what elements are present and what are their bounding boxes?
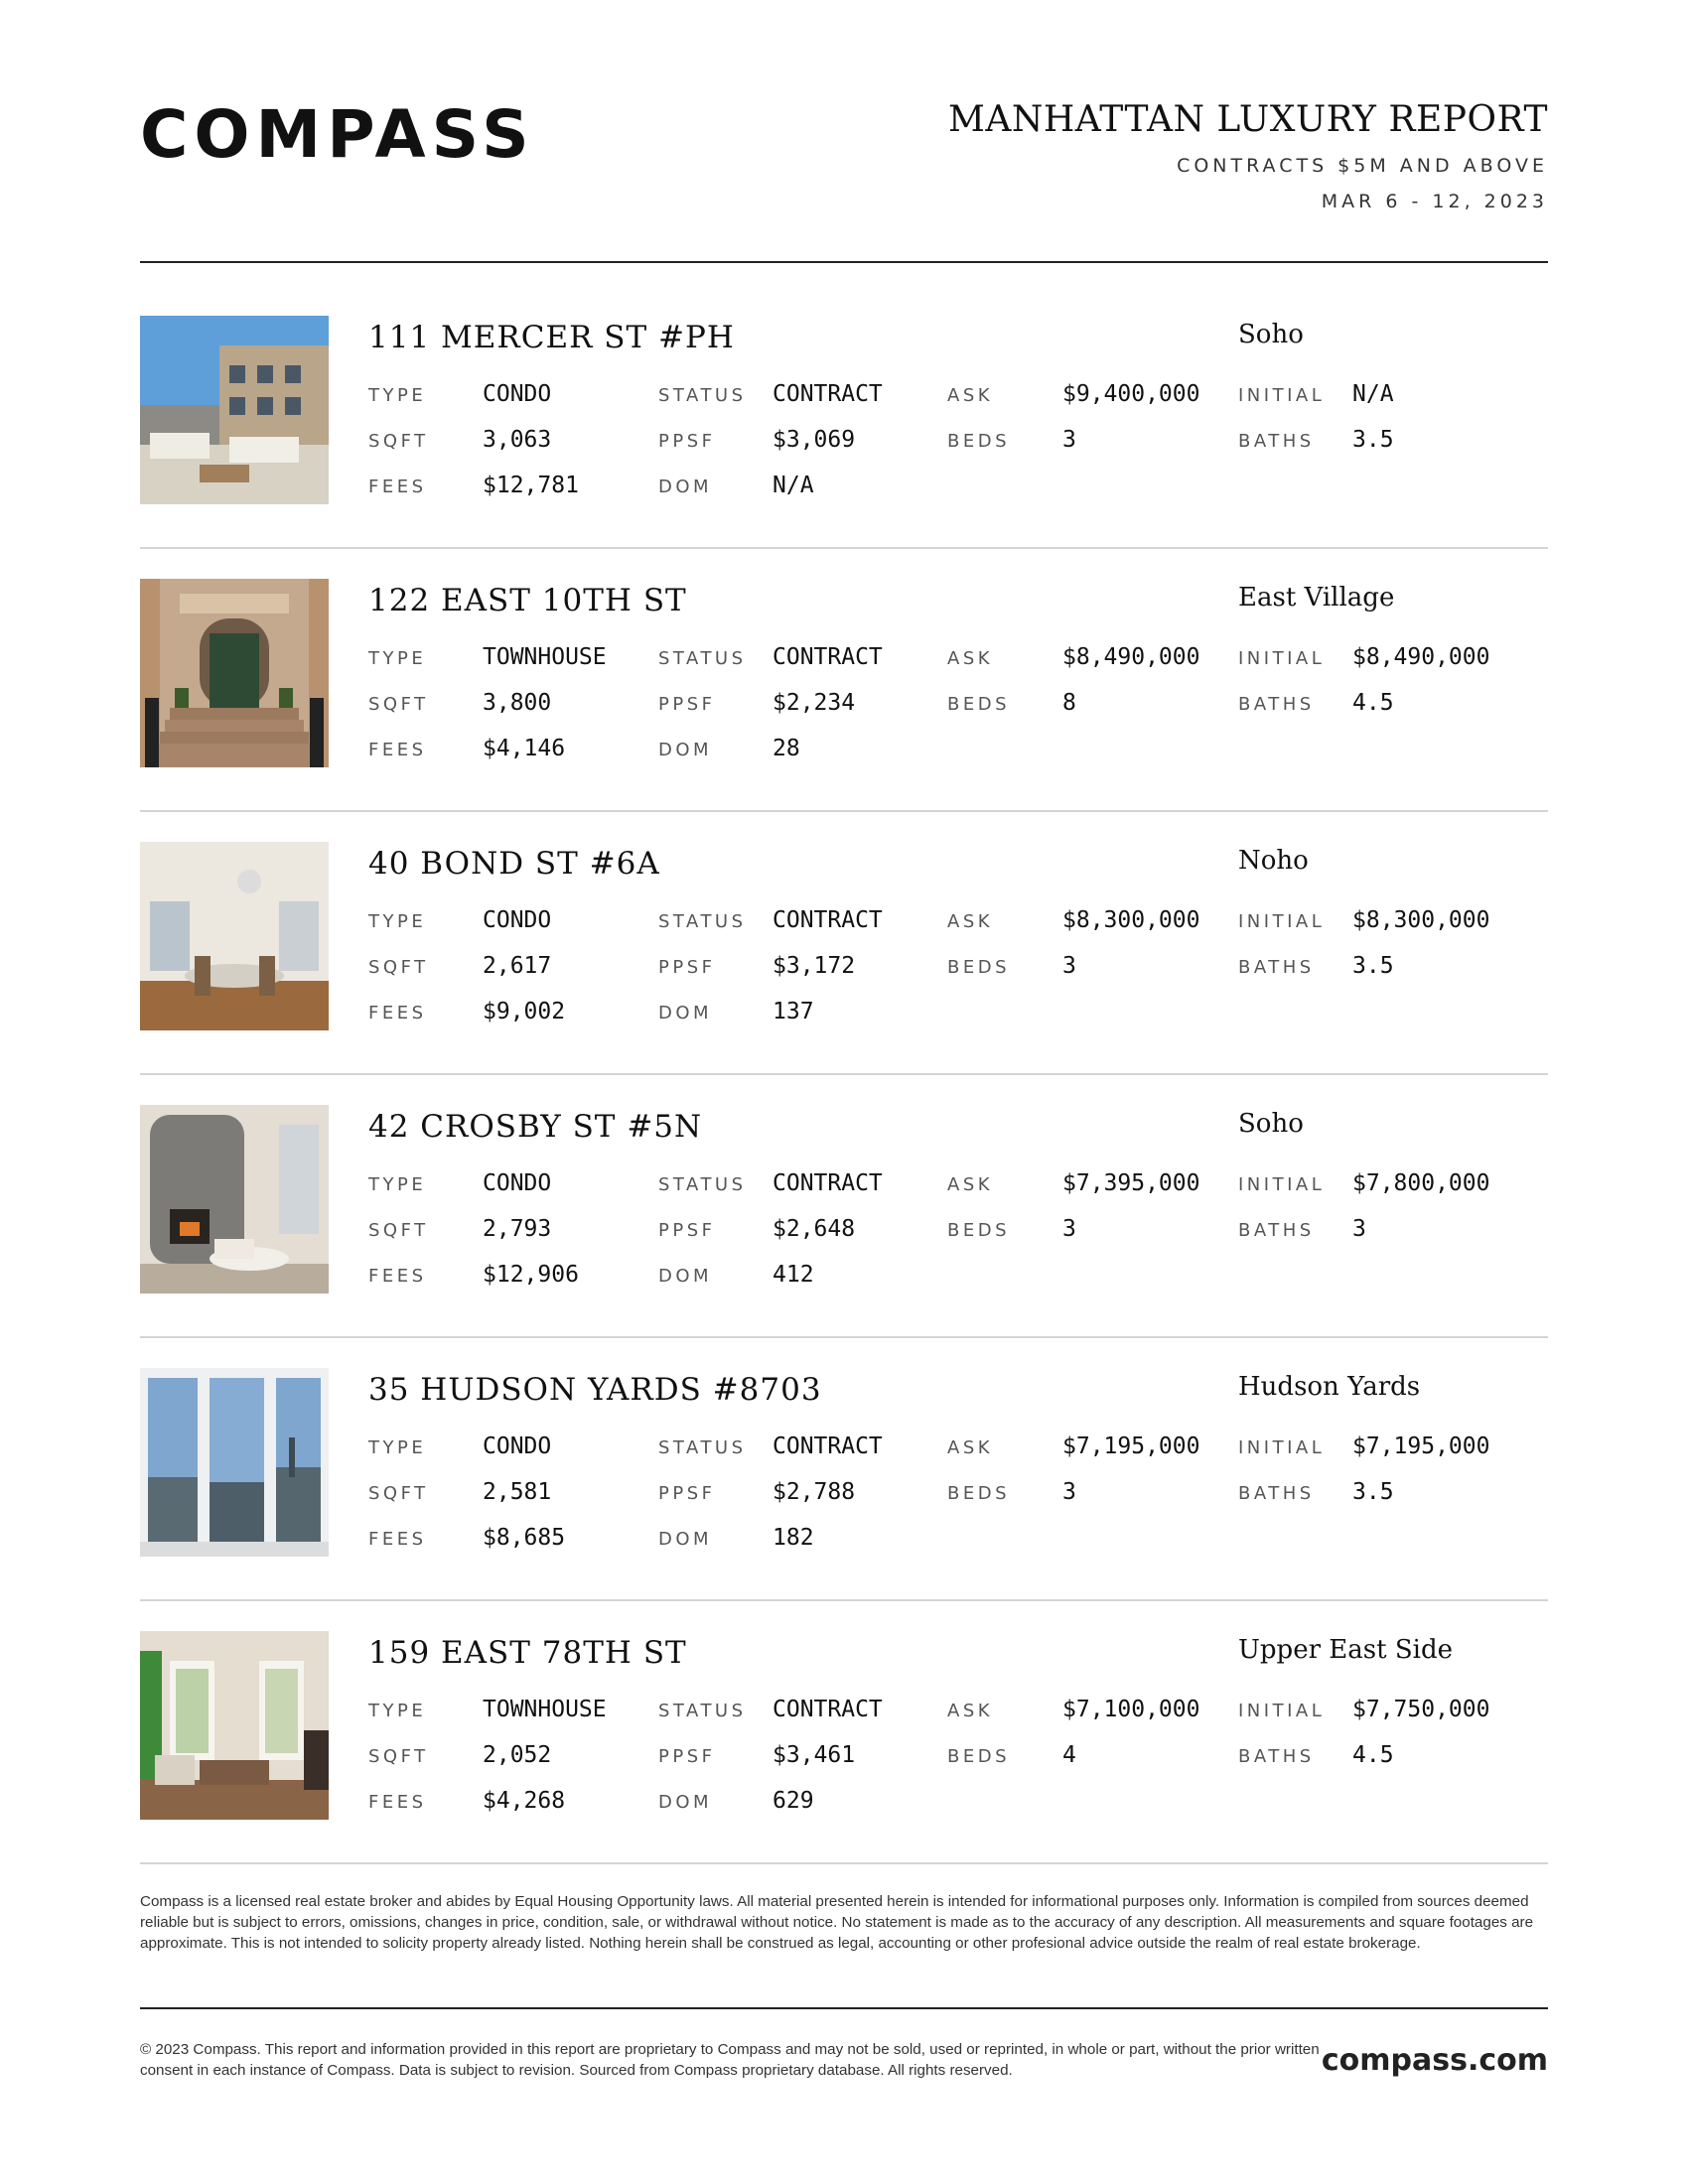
fees-value: $4,268 <box>483 1788 566 1814</box>
baths-label: BATHS <box>1238 1220 1315 1241</box>
townhouse-facade-photo <box>140 579 329 767</box>
beds-label: BEDS <box>947 1483 1011 1504</box>
beds-label: BEDS <box>947 1746 1011 1767</box>
initial-value: $7,800,000 <box>1352 1170 1490 1196</box>
dom-label: DOM <box>658 740 713 760</box>
status-label: STATUS <box>658 911 747 932</box>
listing-address: 111 MERCER ST #PH <box>368 320 735 355</box>
baths-value: 4.5 <box>1352 690 1394 716</box>
status-value: CONTRACT <box>773 1170 883 1196</box>
type-label: TYPE <box>368 648 427 669</box>
dom-value: 182 <box>773 1525 814 1551</box>
ask-value: $8,300,000 <box>1062 907 1200 933</box>
dining-room-photo <box>140 842 329 1030</box>
status-value: CONTRACT <box>773 644 883 670</box>
initial-label: INITIAL <box>1238 1437 1326 1458</box>
ppsf-label: PPSF <box>658 431 716 452</box>
beds-label: BEDS <box>947 694 1011 715</box>
beds-label: BEDS <box>947 1220 1011 1241</box>
sqft-value: 2,617 <box>483 953 552 979</box>
baths-value: 3.5 <box>1352 1479 1394 1505</box>
type-value: CONDO <box>483 1170 552 1196</box>
listing-address: 35 HUDSON YARDS #8703 <box>368 1372 822 1408</box>
dom-label: DOM <box>658 1266 713 1287</box>
header-divider <box>140 261 1548 263</box>
initial-label: INITIAL <box>1238 1174 1326 1195</box>
fees-label: FEES <box>368 1792 427 1813</box>
footer-divider <box>140 2007 1548 2009</box>
type-value: CONDO <box>483 381 552 407</box>
sqft-label: SQFT <box>368 431 429 452</box>
report-date-range: MAR 6 - 12, 2023 <box>1321 191 1548 212</box>
initial-value: $7,750,000 <box>1352 1697 1490 1722</box>
beds-label: BEDS <box>947 957 1011 978</box>
type-label: TYPE <box>368 1701 427 1721</box>
fees-value: $12,781 <box>483 473 579 498</box>
type-label: TYPE <box>368 385 427 406</box>
status-label: STATUS <box>658 385 747 406</box>
ppsf-value: $2,648 <box>773 1216 856 1242</box>
listing-divider <box>140 1862 1548 1864</box>
initial-label: INITIAL <box>1238 911 1326 932</box>
listing-row <box>140 579 1548 767</box>
beds-value: 3 <box>1062 427 1076 453</box>
listing-divider <box>140 810 1548 812</box>
initial-label: INITIAL <box>1238 1701 1326 1721</box>
sqft-label: SQFT <box>368 1220 429 1241</box>
parlor-room-photo <box>140 1631 329 1820</box>
listing-neighborhood: East Village <box>1238 583 1395 613</box>
report-subtitle: CONTRACTS $5M AND ABOVE <box>1177 155 1548 177</box>
listing-divider <box>140 547 1548 549</box>
ppsf-value: $3,172 <box>773 953 856 979</box>
living-room-fireplace-photo <box>140 1105 329 1294</box>
sqft-label: SQFT <box>368 957 429 978</box>
ask-label: ASK <box>947 911 994 932</box>
beds-value: 4 <box>1062 1742 1076 1768</box>
report-page <box>140 0 1548 2184</box>
ask-value: $9,400,000 <box>1062 381 1200 407</box>
sqft-value: 3,063 <box>483 427 552 453</box>
beds-value: 3 <box>1062 1479 1076 1505</box>
dom-label: DOM <box>658 1529 713 1550</box>
dom-value: 629 <box>773 1788 814 1814</box>
sqft-label: SQFT <box>368 1746 429 1767</box>
sqft-label: SQFT <box>368 694 429 715</box>
fees-label: FEES <box>368 1266 427 1287</box>
status-label: STATUS <box>658 1437 747 1458</box>
type-value: TOWNHOUSE <box>483 644 607 670</box>
listing-neighborhood: Upper East Side <box>1238 1635 1453 1665</box>
type-label: TYPE <box>368 911 427 932</box>
beds-label: BEDS <box>947 431 1011 452</box>
dom-value: 412 <box>773 1262 814 1288</box>
baths-label: BATHS <box>1238 1746 1315 1767</box>
ask-value: $7,195,000 <box>1062 1433 1200 1459</box>
type-value: TOWNHOUSE <box>483 1697 607 1722</box>
website-link[interactable]: compass.com <box>1321 2043 1548 2078</box>
ask-label: ASK <box>947 648 994 669</box>
ppsf-label: PPSF <box>658 694 716 715</box>
compass-logo <box>140 99 567 169</box>
dom-value: 28 <box>773 736 800 761</box>
listing-address: 159 EAST 78TH ST <box>368 1635 687 1671</box>
dom-label: DOM <box>658 1792 713 1813</box>
status-value: CONTRACT <box>773 381 883 407</box>
sqft-value: 3,800 <box>483 690 552 716</box>
initial-label: INITIAL <box>1238 385 1326 406</box>
listing-row <box>140 1368 1548 1557</box>
fees-value: $12,906 <box>483 1262 579 1288</box>
baths-label: BATHS <box>1238 957 1315 978</box>
listing-divider <box>140 1336 1548 1338</box>
ppsf-value: $3,461 <box>773 1742 856 1768</box>
ppsf-value: $2,234 <box>773 690 856 716</box>
fees-label: FEES <box>368 1003 427 1024</box>
listing-row <box>140 316 1548 504</box>
initial-label: INITIAL <box>1238 648 1326 669</box>
copyright-text: © 2023 Compass. This report and information provided in this report are proprietary to Compass and may not be sold, used or reprinted, in whole or part, without the prior written consent in each instance of Compass. Data is subject to revision. Sourced from Compass proprietary database. All rights reserved. <box>140 2041 1320 2079</box>
listing-row <box>140 842 1548 1030</box>
baths-label: BATHS <box>1238 1483 1315 1504</box>
skyline-window-photo <box>140 1368 329 1557</box>
listing-address: 40 BOND ST #6A <box>368 846 660 882</box>
listing-row <box>140 1105 1548 1294</box>
ppsf-label: PPSF <box>658 1746 716 1767</box>
listing-row <box>140 1631 1548 1820</box>
listing-neighborhood: Noho <box>1238 846 1309 876</box>
sqft-value: 2,052 <box>483 1742 552 1768</box>
beds-value: 3 <box>1062 1216 1076 1242</box>
ask-label: ASK <box>947 1701 994 1721</box>
status-label: STATUS <box>658 1701 747 1721</box>
ask-label: ASK <box>947 1437 994 1458</box>
type-value: CONDO <box>483 1433 552 1459</box>
fees-value: $8,685 <box>483 1525 566 1551</box>
rooftop-terrace-photo <box>140 316 329 504</box>
initial-value: $8,490,000 <box>1352 644 1490 670</box>
beds-value: 8 <box>1062 690 1076 716</box>
status-value: CONTRACT <box>773 907 883 933</box>
dom-label: DOM <box>658 477 713 497</box>
status-value: CONTRACT <box>773 1697 883 1722</box>
ask-value: $8,490,000 <box>1062 644 1200 670</box>
ask-value: $7,395,000 <box>1062 1170 1200 1196</box>
baths-value: 3.5 <box>1352 427 1394 453</box>
status-label: STATUS <box>658 1174 747 1195</box>
fees-value: $9,002 <box>483 999 566 1024</box>
listing-address: 122 EAST 10TH ST <box>368 583 687 618</box>
dom-value: 137 <box>773 999 814 1024</box>
sqft-label: SQFT <box>368 1483 429 1504</box>
fees-label: FEES <box>368 740 427 760</box>
beds-value: 3 <box>1062 953 1076 979</box>
baths-value: 3 <box>1352 1216 1366 1242</box>
baths-value: 4.5 <box>1352 1742 1394 1768</box>
dom-label: DOM <box>658 1003 713 1024</box>
baths-value: 3.5 <box>1352 953 1394 979</box>
type-label: TYPE <box>368 1174 427 1195</box>
ppsf-label: PPSF <box>658 1220 716 1241</box>
initial-value: $7,195,000 <box>1352 1433 1490 1459</box>
ppsf-label: PPSF <box>658 957 716 978</box>
disclaimer-text: Compass is a licensed real estate broker and abides by Equal Housing Opportunity laws. All material presented herein is intended for informational purposes only. Information is compiled from sources deemed reliable but is subject to errors, omissions, changes in price, condition, sale, or withdrawal without notice. No statement is made as to the accuracy of any description. All measurements and square footages are approximate. This is not intended to solicity property already listed. Nothing herein shall be construed as legal, accounting or other profesional advice outside the realm of real estate brokerage. <box>140 1893 1534 1952</box>
initial-value: $8,300,000 <box>1352 907 1490 933</box>
fees-label: FEES <box>368 477 427 497</box>
ppsf-label: PPSF <box>658 1483 716 1504</box>
status-label: STATUS <box>658 648 747 669</box>
listing-neighborhood: Hudson Yards <box>1238 1372 1421 1402</box>
listing-divider <box>140 1599 1548 1601</box>
ask-label: ASK <box>947 1174 994 1195</box>
compass-logo-text: COMPASS <box>140 99 535 169</box>
listing-divider <box>140 1073 1548 1075</box>
report-title: MANHATTAN LUXURY REPORT <box>947 99 1548 140</box>
listing-neighborhood: Soho <box>1238 320 1304 349</box>
dom-value: N/A <box>773 473 814 498</box>
type-label: TYPE <box>368 1437 427 1458</box>
type-value: CONDO <box>483 907 552 933</box>
ppsf-value: $3,069 <box>773 427 856 453</box>
listing-address: 42 CROSBY ST #5N <box>368 1109 703 1145</box>
ppsf-value: $2,788 <box>773 1479 856 1505</box>
fees-value: $4,146 <box>483 736 566 761</box>
listing-neighborhood: Soho <box>1238 1109 1304 1139</box>
ask-value: $7,100,000 <box>1062 1697 1200 1722</box>
status-value: CONTRACT <box>773 1433 883 1459</box>
baths-label: BATHS <box>1238 694 1315 715</box>
sqft-value: 2,793 <box>483 1216 552 1242</box>
baths-label: BATHS <box>1238 431 1315 452</box>
initial-value: N/A <box>1352 381 1394 407</box>
sqft-value: 2,581 <box>483 1479 552 1505</box>
ask-label: ASK <box>947 385 994 406</box>
fees-label: FEES <box>368 1529 427 1550</box>
